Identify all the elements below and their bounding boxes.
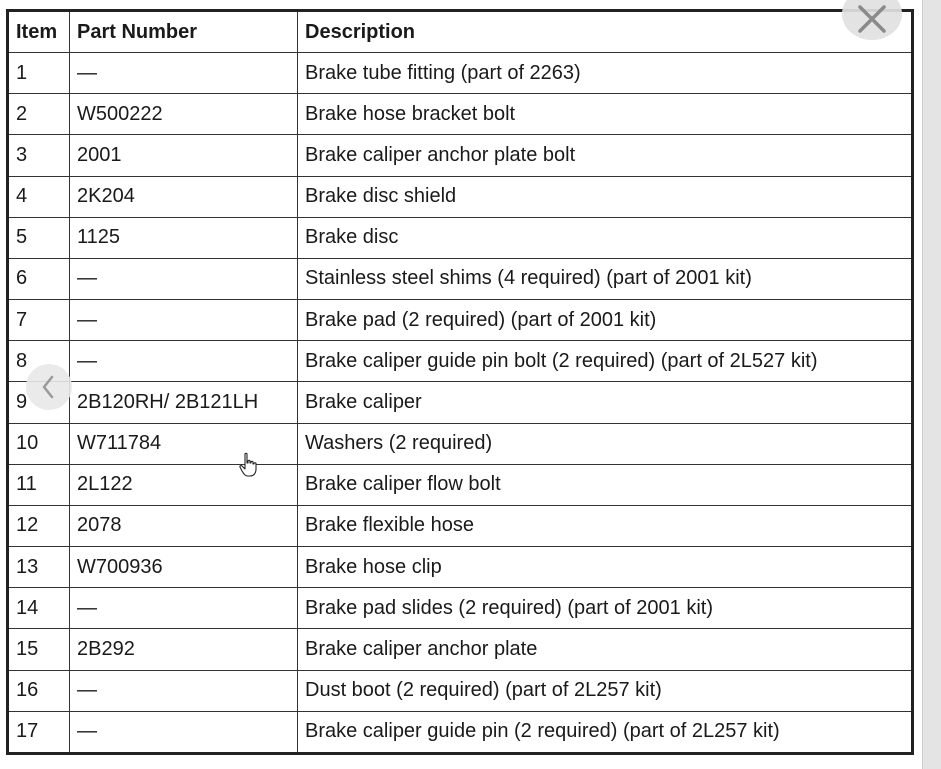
item-cell: 3 [8, 135, 70, 176]
part-number-cell: 2078 [70, 505, 298, 546]
item-cell: 13 [8, 547, 70, 588]
table-row [8, 94, 913, 135]
viewer-edge-strip [922, 0, 941, 769]
description-cell: Brake disc [298, 217, 913, 258]
part-number-cell: 2K204 [70, 176, 298, 217]
part-number-cell: — [70, 670, 298, 711]
table-row [8, 629, 913, 670]
item-cell: 17 [8, 711, 70, 753]
item-cell: 5 [8, 217, 70, 258]
table-row [8, 341, 913, 382]
item-cell: 16 [8, 670, 70, 711]
description-cell: Brake pad slides (2 required) (part of 2001 kit) [298, 588, 913, 629]
table-row [8, 135, 913, 176]
table-row [8, 464, 913, 505]
description-cell: Dust boot (2 required) (part of 2L257 kit) [298, 670, 913, 711]
table-row [8, 505, 913, 546]
table-row [8, 53, 913, 94]
part-number-cell: 2L122 [70, 464, 298, 505]
description-cell: Brake flexible hose [298, 505, 913, 546]
table-row [8, 300, 913, 341]
description-cell: Brake caliper anchor plate bolt [298, 135, 913, 176]
table-row [8, 670, 913, 711]
table-body [8, 53, 913, 754]
table-row [8, 547, 913, 588]
item-cell: 10 [8, 423, 70, 464]
part-number-cell: — [70, 711, 298, 753]
part-number-cell: — [70, 53, 298, 94]
table-row [8, 258, 913, 299]
description-cell: Brake caliper [298, 382, 913, 423]
part-number-cell: 1125 [70, 217, 298, 258]
table-row [8, 711, 913, 753]
previous-image-button[interactable] [26, 364, 72, 410]
item-cell: 12 [8, 505, 70, 546]
parts-table [6, 9, 914, 755]
description-cell: Brake caliper guide pin bolt (2 required) (part of 2L527 kit) [298, 341, 913, 382]
item-cell: 4 [8, 176, 70, 217]
item-cell: 11 [8, 464, 70, 505]
part-number-cell: — [70, 341, 298, 382]
header-description: Description [298, 11, 913, 53]
chevron-left-icon [39, 374, 59, 400]
table-row [8, 176, 913, 217]
header-item: Item [8, 11, 70, 53]
part-number-cell: — [70, 300, 298, 341]
description-cell: Washers (2 required) [298, 423, 913, 464]
item-cell: 9 [8, 382, 70, 423]
item-cell: 6 [8, 258, 70, 299]
part-number-cell: 2001 [70, 135, 298, 176]
item-cell: 14 [8, 588, 70, 629]
table-header [8, 11, 913, 53]
part-number-cell: W700936 [70, 547, 298, 588]
part-number-cell: — [70, 258, 298, 299]
item-cell: 8 [8, 341, 70, 382]
part-number-cell: W500222 [70, 94, 298, 135]
part-number-cell: 2B292 [70, 629, 298, 670]
description-cell: Brake disc shield [298, 176, 913, 217]
header-row [8, 11, 913, 53]
part-number-cell: 2B120RH/ 2B121LH [70, 382, 298, 423]
item-cell: 2 [8, 94, 70, 135]
table-row [8, 588, 913, 629]
description-cell: Brake caliper anchor plate [298, 629, 913, 670]
description-cell: Stainless steel shims (4 required) (part of 2001 kit) [298, 258, 913, 299]
item-cell: 1 [8, 53, 70, 94]
description-cell: Brake tube fitting (part of 2263) [298, 53, 913, 94]
description-cell: Brake caliper flow bolt [298, 464, 913, 505]
table-row [8, 423, 913, 464]
description-cell: Brake hose bracket bolt [298, 94, 913, 135]
item-cell: 15 [8, 629, 70, 670]
item-cell: 7 [8, 300, 70, 341]
description-cell: Brake pad (2 required) (part of 2001 kit) [298, 300, 913, 341]
description-cell: Brake hose clip [298, 547, 913, 588]
part-number-cell: — [70, 588, 298, 629]
table-row [8, 382, 913, 423]
table-row [8, 217, 913, 258]
close-icon [855, 2, 889, 36]
description-cell: Brake caliper guide pin (2 required) (part of 2L257 kit) [298, 711, 913, 753]
header-part-number: Part Number [70, 11, 298, 53]
part-number-cell: W711784 [70, 423, 298, 464]
